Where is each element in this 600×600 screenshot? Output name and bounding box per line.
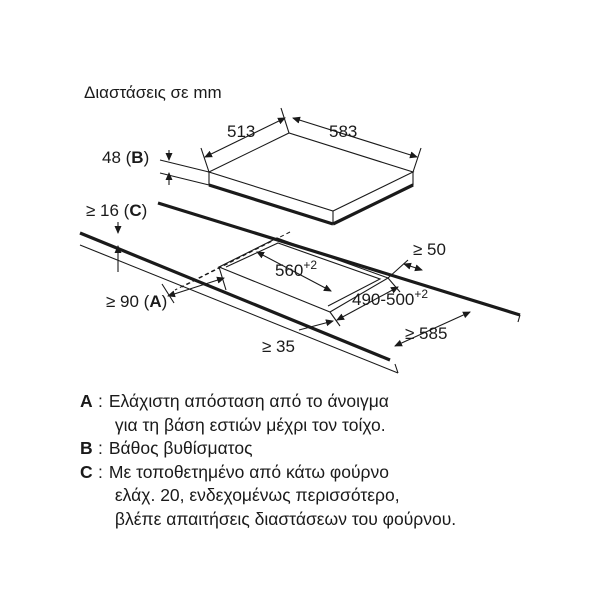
min-585-dimension xyxy=(395,312,470,346)
dimensions-title: Διαστάσεις σε mm xyxy=(84,83,222,102)
min-35-label: ≥ 35 xyxy=(262,337,295,356)
min-50-dimension xyxy=(388,240,446,278)
cutout-depth-label: $490-500^{+2}$ xyxy=(352,287,429,309)
legend-text: Βάθος βυθίσματος xyxy=(108,438,253,458)
cutout-depth-dimension xyxy=(330,278,428,326)
legend-key: A xyxy=(80,391,93,411)
legend xyxy=(80,390,580,531)
c-dimension xyxy=(86,201,147,272)
worktop xyxy=(80,203,520,373)
legend-text: Ελάχιστη απόσταση από το άνοιγμα xyxy=(108,391,389,411)
legend-text: βλέπε απαιτήσεις διαστάσεων του φούρνου. xyxy=(114,508,457,529)
legend-item-c: C : Με τοποθετημένο από κάτω φούρνο ελάχ. 20, ενδεχομένως περισσότερο, βλέπε απαιτήσεις διαστάσεων του φούρνου. xyxy=(80,461,580,532)
min-585-label: ≥ 585 xyxy=(405,324,448,343)
legend-item-a: A : Ελάχιστη απόσταση από το άνοιγμα για τη βάση εστιών μέχρι τον τοίχο. xyxy=(80,390,580,437)
hob-depth-label: 583 xyxy=(329,122,358,141)
legend-key: C xyxy=(80,461,93,482)
hob-depth-dimension xyxy=(293,118,421,172)
hob-width-label: 513 xyxy=(227,122,256,141)
legend-item-b: B : Βάθος βυθίσματος xyxy=(80,437,580,461)
min-50-label: ≥ 50 xyxy=(413,240,446,259)
a-dimension-label: ≥ 90 (A) xyxy=(106,292,168,311)
b-dimension-label: 48 (B) xyxy=(102,148,150,167)
legend-key: B xyxy=(80,438,93,458)
legend-text: Με τοποθετημένο από κάτω φούρνο xyxy=(108,461,389,482)
b-depth-dimension xyxy=(102,148,209,185)
legend-text: για τη βάση εστιών μέχρι τον τοίχο. xyxy=(114,414,386,435)
c-dimension-label: ≥ 16 (C) xyxy=(86,201,148,220)
min-35-dimension xyxy=(262,321,333,356)
cutout-width-label: $560^{+2}$ xyxy=(275,258,318,280)
legend-text: ελάχ. 20, ενδεχομένως περισσότερο, xyxy=(114,485,400,505)
